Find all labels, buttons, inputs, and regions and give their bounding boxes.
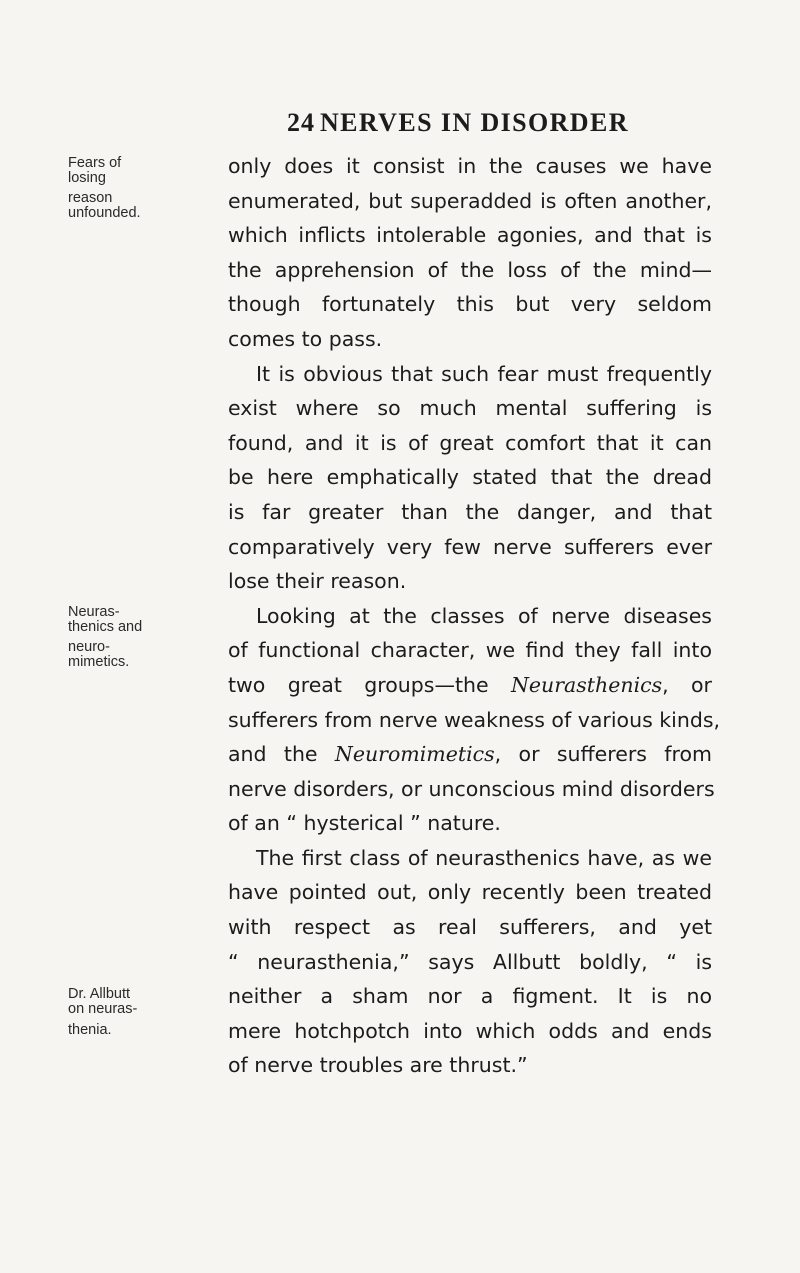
- text-line: the apprehension of the loss of the mind—: [228, 257, 712, 282]
- text-line: [228, 668, 712, 703]
- text-line: comparatively very few nerve sufferers ever: [228, 534, 712, 559]
- text-line: sufferers from nerve weakness of various kinds,: [228, 707, 721, 732]
- text-line: nerve disorders, or unconscious mind disorders: [228, 776, 715, 801]
- text-line: have pointed out, only recently been treated: [228, 880, 712, 905]
- text-run: , or sufferers from: [494, 742, 712, 767]
- text-line: only does it consist in the causes we have: [228, 154, 712, 178]
- margin-note-line: reason: [68, 190, 113, 206]
- running-title: NERVES IN DISORDER: [320, 108, 629, 137]
- text-line: Looking at the classes of nerve diseases: [256, 603, 712, 628]
- text-line: of nerve troubles are thrust.”: [228, 1053, 528, 1078]
- margin-note-line: Dr. Allbutt: [68, 986, 131, 1002]
- body-text: [228, 149, 721, 1083]
- text-line: comes to pass.: [228, 326, 383, 351]
- text-run: , or: [662, 672, 712, 697]
- text-line: found, and it is of great comfort that it can: [228, 430, 712, 455]
- margin-note-line: on neuras-: [68, 1001, 138, 1017]
- text-line: It is obvious that such fear must frequently: [256, 361, 712, 386]
- text-line: though fortunately this but very seldom: [228, 292, 712, 317]
- margin-note-allbutt: [68, 987, 228, 1038]
- text-run: two great groups—the: [228, 672, 511, 697]
- term-neuromimetics: Neuromimetics: [334, 742, 495, 767]
- text-line: of an “ hysterical ” nature.: [228, 811, 501, 836]
- margin-note-line: Neuras-: [68, 604, 120, 620]
- margin-note-line: losing: [68, 170, 106, 186]
- margin-note-line: Fears of: [68, 155, 122, 171]
- text-line: neither a sham nor a figment. It is no: [228, 984, 712, 1009]
- text-line: with respect as real sufferers, and yet: [228, 915, 712, 940]
- text-line: “ neurasthenia,” says Allbutt boldly, “ is: [228, 949, 712, 974]
- text-line: lose their reason.: [228, 569, 407, 594]
- page-number: 24: [287, 108, 315, 137]
- margin-note-line: mimetics.: [68, 654, 130, 670]
- margin-note-line: unfounded.: [68, 205, 141, 221]
- margin-note-fears: [68, 156, 228, 221]
- text-line: is far greater than the danger, and that: [228, 499, 712, 524]
- text-line: mere hotchpotch into which odds and ends: [228, 1018, 712, 1043]
- text-line: which inflicts intolerable agonies, and that is: [228, 223, 712, 248]
- term-neurasthenics: Neurasthenics: [510, 672, 663, 697]
- text-line: The first class of neurasthenics have, as we: [256, 845, 712, 870]
- text-line: enumerated, but superadded is often another,: [228, 188, 712, 213]
- text-line: of functional character, we find they fall into: [228, 638, 712, 663]
- text-line: be here emphatically stated that the dread: [228, 465, 712, 490]
- margin-note-neurasthenics: [68, 605, 228, 670]
- text-line: [228, 737, 712, 772]
- margin-note-line: thenia.: [68, 1022, 112, 1038]
- margin-note-line: neuro-: [68, 639, 110, 655]
- text-run: and the: [228, 742, 335, 767]
- margin-note-line: thenics and: [68, 619, 143, 635]
- text-line: exist where so much mental suffering is: [228, 396, 712, 421]
